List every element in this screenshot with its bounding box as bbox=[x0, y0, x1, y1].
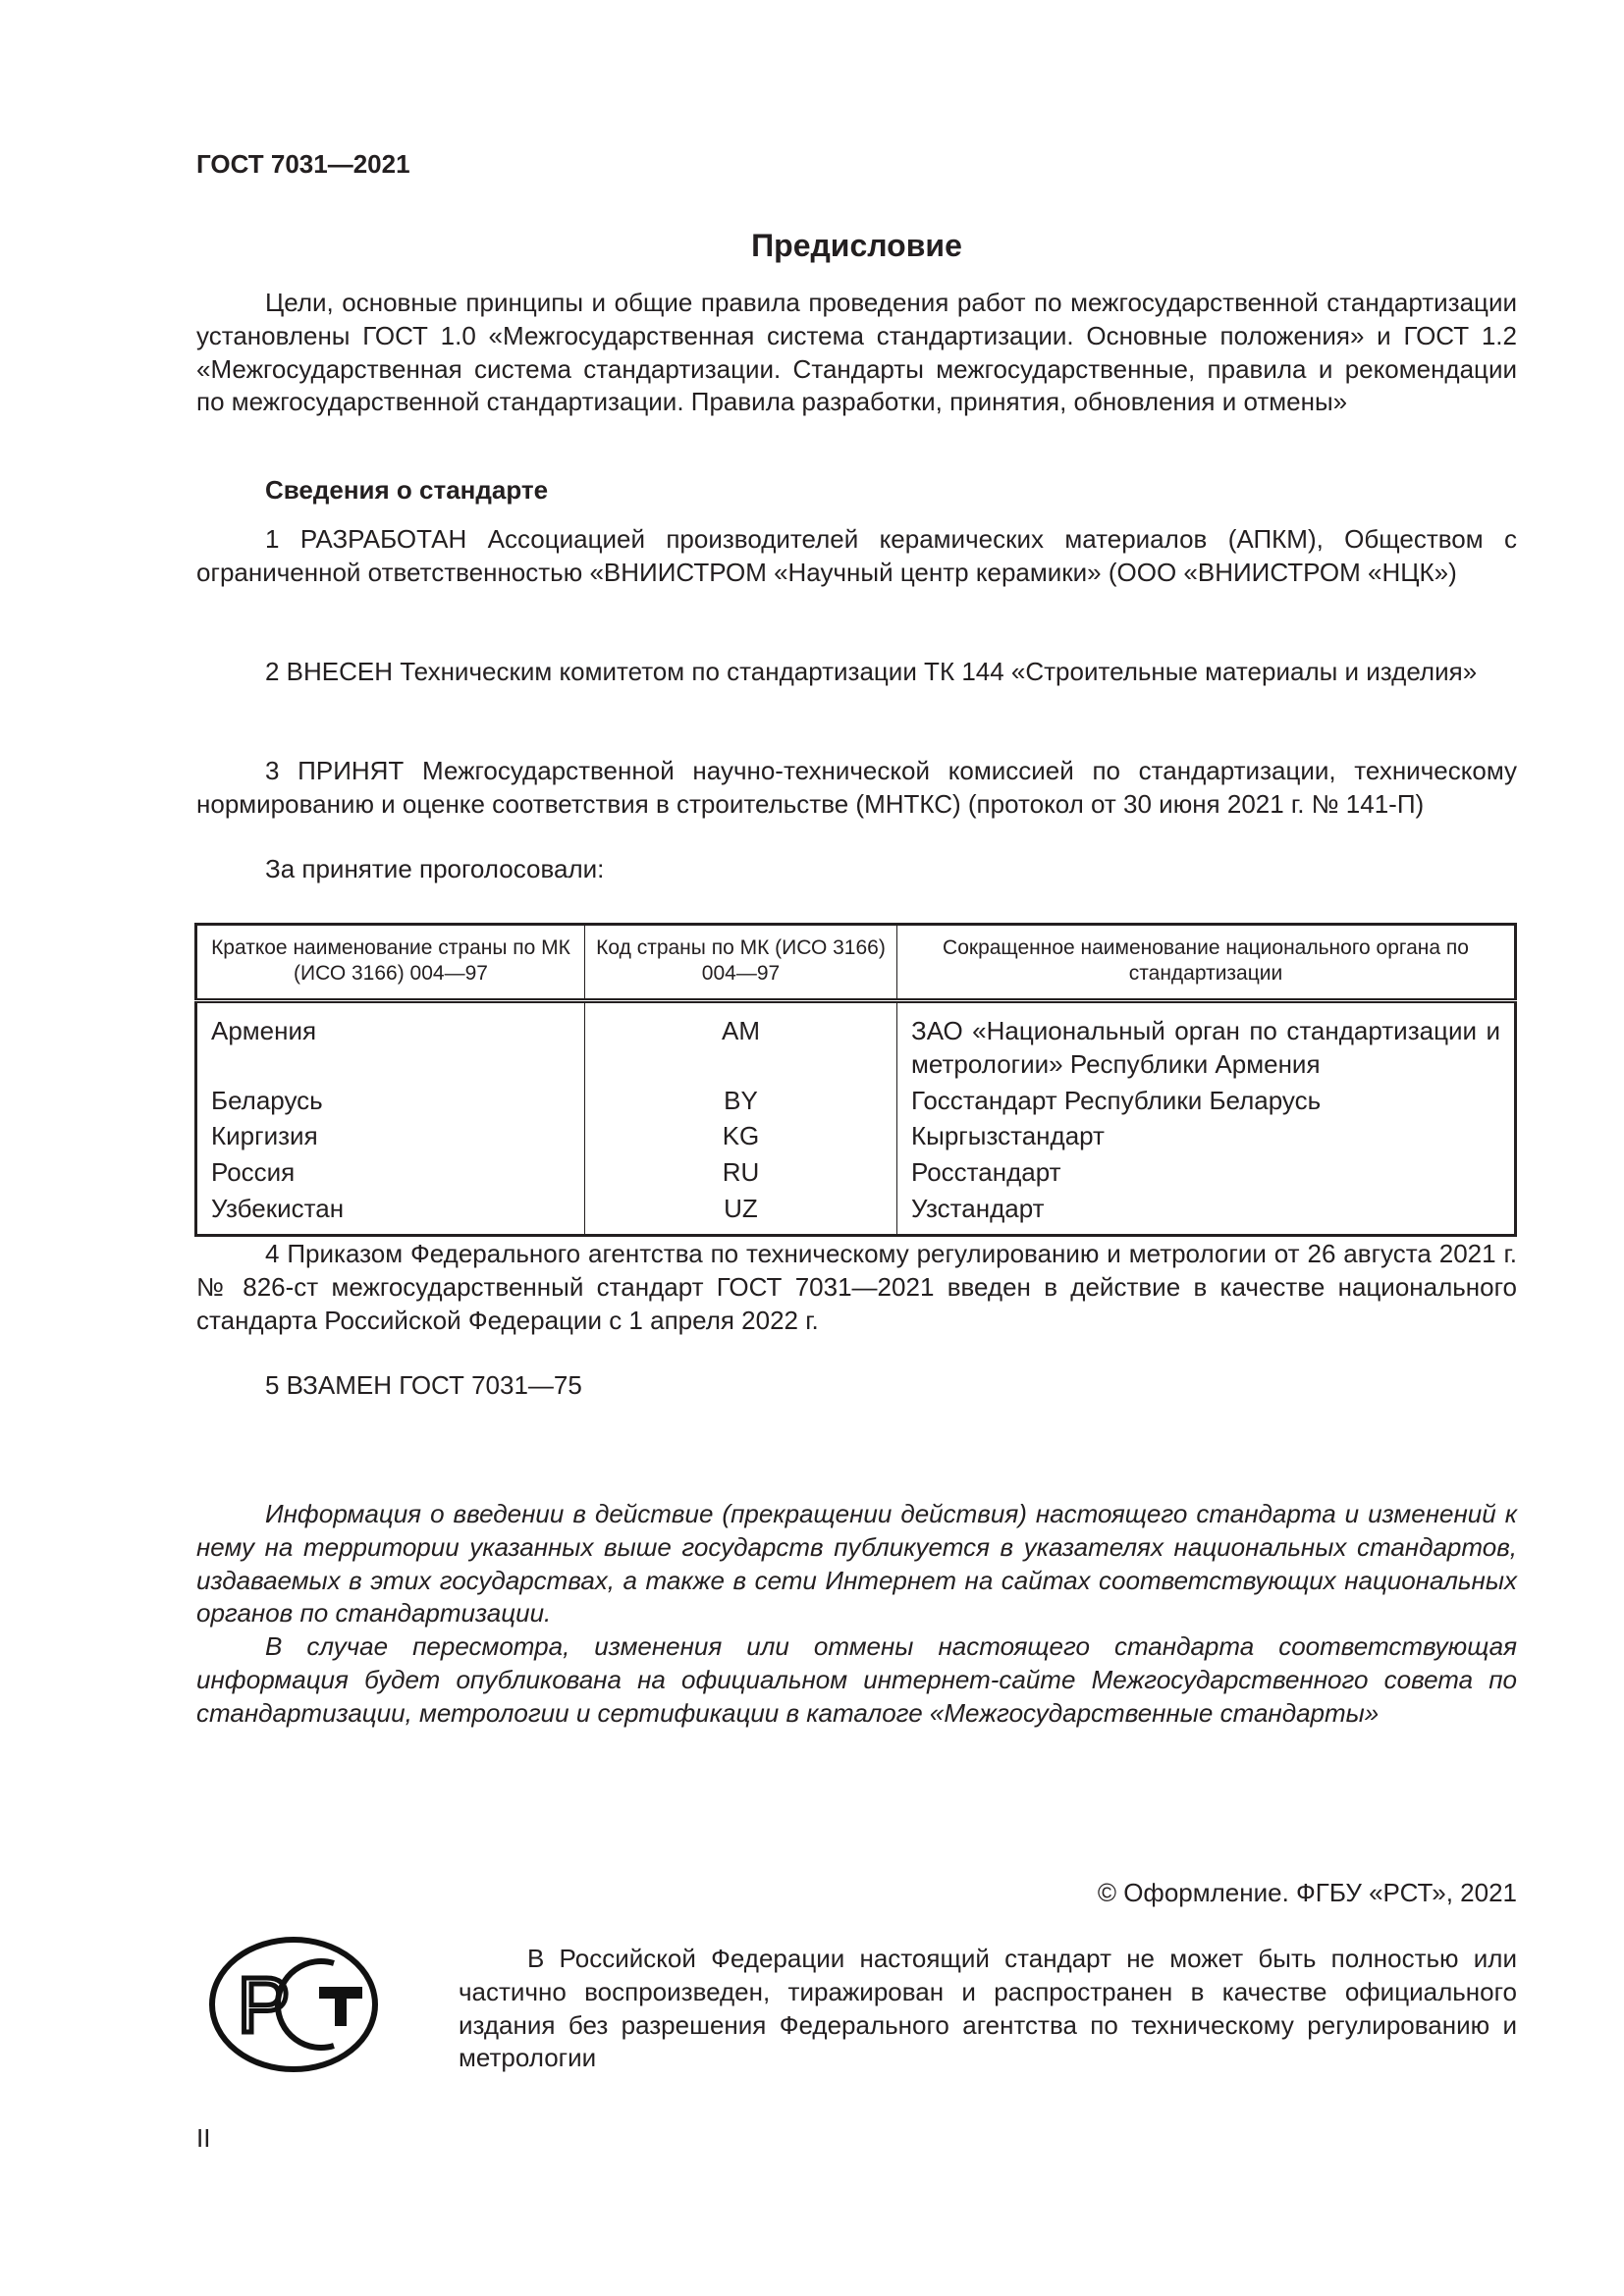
body-cell: Росстандарт bbox=[897, 1153, 1516, 1190]
code-cell: AM bbox=[585, 1001, 897, 1082]
item-3: 3 ПРИНЯТ Межгосударственной научно-технической комиссией по стандартизации, техническому нормированию и оценке соответствия в строительстве (МНТКС) (протокол от 30 июня 2021 г. № 141-П) bbox=[196, 756, 1517, 819]
page-title: Предисловие bbox=[751, 228, 962, 263]
header-body: Сокращенное наименование национального органа по стандартизации bbox=[897, 925, 1516, 1001]
table-row bbox=[196, 1117, 1516, 1153]
table-header-row bbox=[196, 925, 1516, 1001]
info-heading: Сведения о стандарте bbox=[265, 475, 549, 505]
table-row bbox=[196, 1153, 1516, 1190]
header-country: Краткое наименование страны по МК (ИСО 3166) 004—97 bbox=[196, 925, 585, 1001]
country-cell: Узбекистан bbox=[196, 1190, 585, 1235]
rst-logo bbox=[208, 1936, 380, 2073]
document-id: ГОСТ 7031—2021 bbox=[196, 149, 410, 179]
body-cell: Узстандарт bbox=[897, 1190, 1516, 1235]
body-cell: ЗАО «Национальный орган по стандартизации и метрологии» Республики Армения bbox=[897, 1001, 1516, 1082]
page-number: II bbox=[196, 2123, 211, 2153]
item-2: 2 ВНЕСЕН Техническим комитетом по стандартизации ТК 144 «Строительные материалы и изделия» bbox=[265, 657, 1478, 686]
code-cell: BY bbox=[585, 1082, 897, 1118]
country-cell: Россия bbox=[196, 1153, 585, 1190]
voted-label: За принятие проголосовали: bbox=[265, 854, 605, 883]
intro-paragraph: Цели, основные принципы и общие правила проведения работ по межгосударственной стандартизации установлены ГОСТ 1.0 «Межгосударственная система стандартизации. Основные положения» и ГОСТ 1.2 «Межгосударственная система стандартизации. Стандарты межгосударственные, правила и рекомендации по межгосударственной стандартизации. Правила разработки, принятия, обновления и отмены» bbox=[196, 288, 1517, 417]
header-code: Код страны по МК (ИСО 3166) 004—97 bbox=[585, 925, 897, 1001]
notice-paragraph-2: В случае пересмотра, изменения или отмены настоящего стандарта соответствующая информация будет опубликована на официальном интернет-сайте Межгосударственного совета по стандартизации, метрологии и сертификации в каталоге «Межгосударственные стандарты» bbox=[196, 1631, 1517, 1728]
country-cell: Армения bbox=[196, 1001, 585, 1082]
copyright: © Оформление. ФГБУ «РСТ», 2021 bbox=[1097, 1878, 1517, 1907]
country-cell: Беларусь bbox=[196, 1082, 585, 1118]
code-cell: RU bbox=[585, 1153, 897, 1190]
table-row bbox=[196, 1190, 1516, 1235]
notice-paragraph-1: Информация о введении в действие (прекращении действия) настоящего стандарта и изменений к нему на территории указанных выше государств публикуется в указателях национальных стандартов, издаваемых в этих государствах, а также в сети Интернет на сайтах соответствующих национальных органов по стандартизации. bbox=[196, 1499, 1517, 1629]
table-row bbox=[196, 1001, 1516, 1082]
item-1: 1 РАЗРАБОТАН Ассоциацией производителей керамических материалов (АПКМ), Обществом с ограниченной ответственностью «ВНИИСТРОМ «Научный центр керамики» (ООО «ВНИИСТРОМ «НЦК») bbox=[196, 524, 1517, 587]
body-cell: Госстандарт Республики Беларусь bbox=[897, 1082, 1516, 1118]
item-5: 5 ВЗАМЕН ГОСТ 7031—75 bbox=[265, 1370, 582, 1400]
country-cell: Киргизия bbox=[196, 1117, 585, 1153]
code-cell: UZ bbox=[585, 1190, 897, 1235]
reproduction-notice: В Российской Федерации настоящий стандарт не может быть полностью или частично воспроизведен, тиражирован и распространен в качестве официального издания без разрешения Федерального агентства по техническому регулированию и метрологии bbox=[459, 1944, 1517, 2073]
svg-text:Р: Р bbox=[238, 1961, 291, 2049]
body-cell: Кыргызстандарт bbox=[897, 1117, 1516, 1153]
voting-table bbox=[194, 923, 1517, 1237]
code-cell: KG bbox=[585, 1117, 897, 1153]
item-4: 4 Приказом Федерального агентства по техническому регулированию и метрологии от 26 августа 2021 г. № 826-ст межгосударственный стандарт ГОСТ 7031—2021 введен в действие в качестве национального стандарта Российской Федерации с 1 апреля 2022 г. bbox=[196, 1239, 1517, 1335]
table-row bbox=[196, 1082, 1516, 1118]
